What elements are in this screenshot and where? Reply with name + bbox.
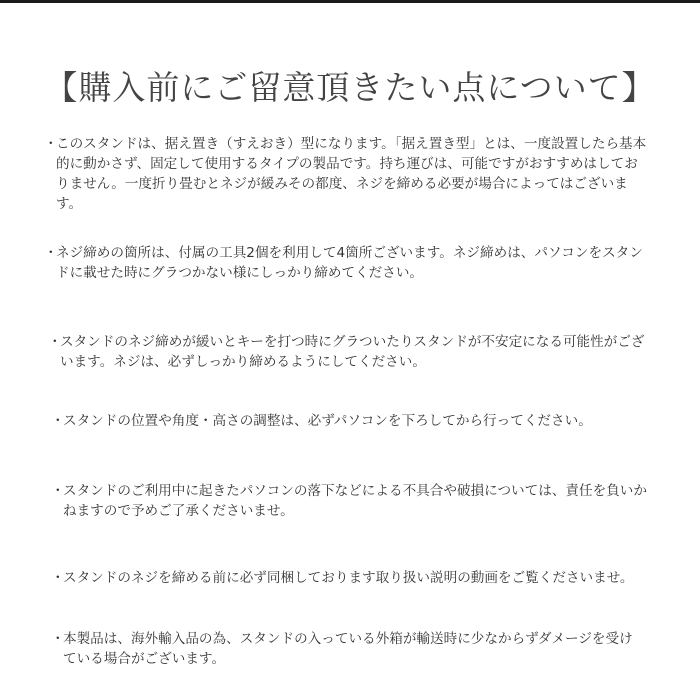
bullet-icon: ・ (51, 483, 65, 499)
notice-item-3 (48, 332, 648, 372)
notice-text: スタンドのご利用中に起きたパソコンの落下などによる不具合や破損については、責任を負いかねますので予めご了承くださいませ。 (63, 483, 647, 519)
bullet-icon: ・ (44, 245, 58, 261)
bullet-icon: ・ (51, 631, 65, 647)
notice-item-4 (51, 411, 661, 431)
top-divider (0, 0, 700, 3)
notice-text: 本製品は、海外輸入品の為、スタンドの入っている外箱が輸送時に少なからずダメージを受けている場合がございます。 (63, 631, 633, 667)
bullet-icon: ・ (48, 334, 62, 350)
notice-item-6 (51, 568, 666, 588)
bullet-icon: ・ (51, 570, 65, 586)
notice-text: スタンドのネジを締める前に必ず同梱しております取り扱い説明の動画をご覧くださいませ。 (63, 570, 634, 586)
notice-text: スタンドの位置や角度・高さの調整は、必ずパソコンを下ろしてから行ってください。 (63, 413, 592, 429)
notice-item-1 (44, 134, 650, 214)
notice-item-2 (44, 243, 644, 283)
notice-item-7 (51, 629, 641, 669)
bullet-icon: ・ (44, 136, 58, 152)
notice-text: ネジ締めの箇所は、付属の工具2個を利用して4箇所ございます。ネジ締めは、パソコンをスタンドに載せた時にグラつかない様にしっかり締めてください。 (56, 245, 643, 281)
notice-text: スタンドのネジ締めが緩いとキーを打つ時にグラついたりスタンドが不安定になる可能性がございます。ネジは、必ずしっかり締めるようにしてください。 (60, 334, 645, 370)
notice-text: このスタンドは、据え置き（すえおき）型になります。「据え置き型」とは、一度設置したら基本的に動かさず、固定して使用するタイプの製品です。持ち運びは、可能ですがおすすめはしておりません。一度折り畳むとネジが緩みその都度、ネジを締める必要が場合によってはございます。 (56, 136, 647, 212)
page-title: 【購入前にご留意頂きたい点について】 (44, 68, 656, 107)
bullet-icon: ・ (51, 413, 65, 429)
notice-item-5 (51, 481, 657, 521)
